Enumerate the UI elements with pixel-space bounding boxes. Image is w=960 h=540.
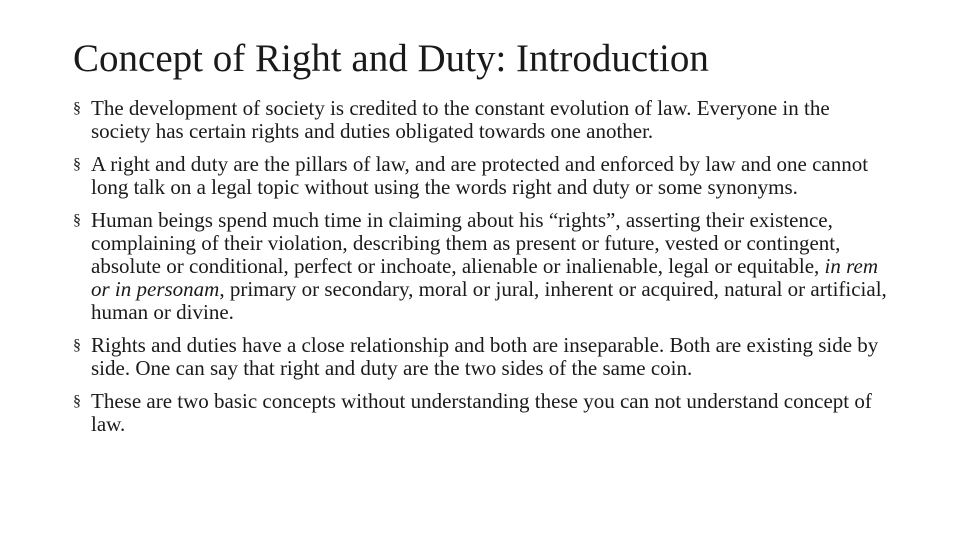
- bullet-item: [73, 209, 893, 324]
- bullet-text: A right and duty are the pillars of law, and are protected and enforced by law and one cannot long talk on a legal topic without using the words right and duty or some synonyms.: [91, 152, 869, 199]
- bullet-marker-icon: §: [73, 393, 81, 410]
- bullet-text: The development of society is credited to the constant evolution of law. Everyone in the society has certain rights and duties obligated towards one another.: [91, 96, 830, 143]
- bullet-text: These are two basic concepts without understanding these you can not understand concept of law.: [91, 389, 872, 436]
- bullet-marker-icon: §: [73, 156, 81, 173]
- latin-phrase: in rem or in personam: [91, 254, 879, 301]
- bullet-item: [73, 97, 893, 143]
- bullet-text-part: , primary or secondary, moral or jural, inherent or acquired, natural or artificial, human or divine.: [91, 277, 887, 324]
- bullet-text: Rights and duties have a close relationship and both are inseparable. Both are existing side by side. One can say that right and duty are the two sides of the same coin.: [91, 333, 879, 380]
- bullet-marker-icon: §: [73, 337, 81, 354]
- bullet-marker-icon: §: [73, 100, 81, 117]
- bullet-item: [73, 390, 893, 436]
- bullet-item: [73, 334, 893, 380]
- bullet-text-part: Human beings spend much time in claiming about his “rights”, asserting their existence, complaining of their violation, describing them as present or future, vested or contingent, absolute or conditional, perfect or inchoate, alienable or inalienable, legal or equitable,: [91, 208, 841, 278]
- bullet-marker-icon: §: [73, 212, 81, 229]
- bullet-list: [73, 97, 893, 436]
- bullet-text: [91, 209, 893, 324]
- bullet-item: [73, 153, 893, 199]
- slide-title: Concept of Right and Duty: Introduction: [73, 37, 709, 80]
